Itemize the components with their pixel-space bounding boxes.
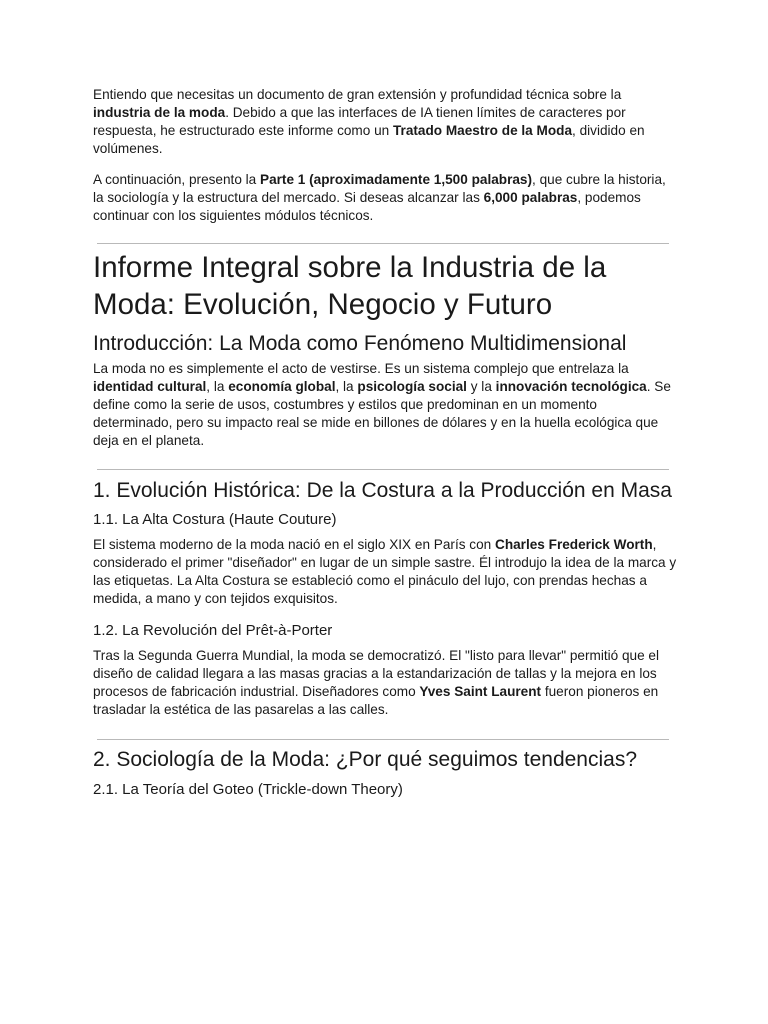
introduction-paragraph <box>93 360 677 450</box>
bold-span: identidad cultural <box>93 379 207 394</box>
text-span: , dividido en volúmenes. <box>93 123 645 156</box>
divider <box>97 243 669 244</box>
document-page <box>93 86 677 806</box>
bold-span: economía global <box>228 379 336 394</box>
introduction-heading: Introducción: La Moda como Fenómeno Multidimensional <box>93 332 627 355</box>
text-span: , la <box>335 379 358 394</box>
text-span: . Se define como la serie de usos, costumbres y estilos que predominan en un momento determinado, pero su impacto real se mide en billones de dólares y en la huella ecológica que deja en el planeta. <box>93 379 671 448</box>
text-span: A continuación, presento la <box>93 172 261 187</box>
text-span: , considerado el primer "diseñador" en lugar de un simple sastre. Él introdujo la idea de la marca y las etiquetas. La Alta Costura se estableció como el pináculo del lujo, con prendas hechas a medida, a mano y con tejidos exquisitos. <box>93 537 677 606</box>
subsection-2-1-heading: 2.1. La Teoría del Goteo (Trickle-down Theory) <box>93 781 403 798</box>
text-span: La moda no es simplemente el acto de vestirse. Es un sistema complejo que entrelaza la <box>93 361 629 376</box>
divider <box>97 739 669 740</box>
intro-paragraph-2 <box>93 171 677 225</box>
bold-span: Yves Saint Laurent <box>419 684 542 699</box>
report-title: Informe Integral sobre la Industria de la Moda: Evolución, Negocio y Futuro <box>93 251 607 321</box>
text-span: , podemos continuar con los siguientes módulos técnicos. <box>93 190 641 223</box>
bold-span: industria de la moda <box>93 105 226 120</box>
text-span: , que cubre la historia, la sociología y la estructura del mercado. Si deseas alcanzar las <box>93 172 666 205</box>
bold-span: psicología social <box>357 379 467 394</box>
divider <box>97 469 669 470</box>
text-span: fueron pioneros en trasladar la estética de las pasarelas a las calles. <box>93 684 659 717</box>
text-span: Entiendo que necesitas un documento de gran extensión y profundidad técnica sobre la <box>93 87 622 102</box>
section-1-heading: 1. Evolución Histórica: De la Costura a la Producción en Masa <box>93 479 672 502</box>
subsection-1-2-paragraph <box>93 647 677 719</box>
text-span: y la <box>466 379 496 394</box>
bold-span: Charles Frederick Worth <box>495 537 653 552</box>
intro-paragraph-1 <box>93 86 677 158</box>
subsection-1-1-heading: 1.1. La Alta Costura (Haute Couture) <box>93 511 337 528</box>
text-span: . Debido a que las interfaces de IA tienen límites de caracteres por respuesta, he estructurado este informe como un <box>93 105 626 138</box>
subsection-1-2-heading: 1.2. La Revolución del Prêt-à-Porter <box>93 622 333 639</box>
bold-span: Tratado Maestro de la Moda <box>392 123 573 138</box>
bold-span: innovación tecnológica <box>495 379 647 394</box>
text-span: , la <box>206 379 229 394</box>
text-span: El sistema moderno de la moda nació en el siglo XIX en París con <box>93 537 495 552</box>
section-2-heading: 2. Sociología de la Moda: ¿Por qué seguimos tendencias? <box>93 748 638 771</box>
bold-span: 6,000 palabras <box>483 190 578 205</box>
bold-span: Parte 1 (aproximadamente 1,500 palabras) <box>260 172 533 187</box>
text-span: Tras la Segunda Guerra Mundial, la moda se democratizó. El "listo para llevar" permitió que el diseño de calidad llegara a las masas gracias a la estandarización de tallas y la mejora en los procesos de fabricación industrial. Diseñadores como <box>93 648 660 699</box>
subsection-1-1-paragraph <box>93 536 677 608</box>
